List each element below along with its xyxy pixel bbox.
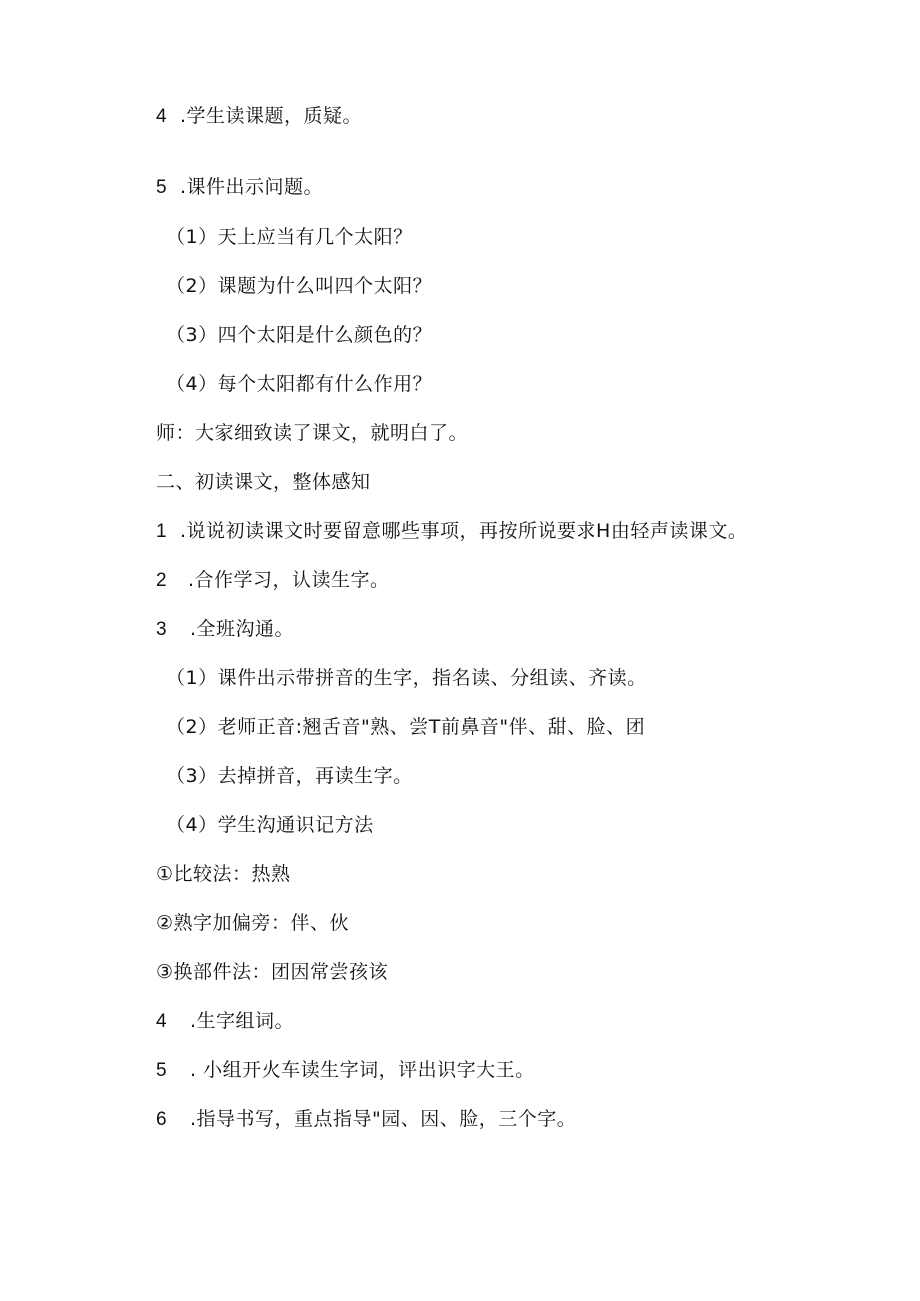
substep-text: （1）课件出示带拼音的生字，指名读、分组读、齐读。 xyxy=(166,667,647,689)
step-text: .指导书写，重点指导"园、因、脸，三个字。 xyxy=(190,1108,577,1130)
substep-3 xyxy=(166,764,413,788)
step-text: .学生读课题，质疑。 xyxy=(180,105,363,127)
question-1 xyxy=(166,225,413,249)
step-number: 3 xyxy=(156,619,168,640)
method-text: ①比较法：热熟 xyxy=(156,863,291,885)
step-2-cooperative-learning xyxy=(156,568,390,593)
step-5-group-reading xyxy=(156,1058,535,1083)
step-number: 5 xyxy=(156,177,168,198)
teacher-remark xyxy=(156,421,468,445)
step-text: .说说初读课文时要留意哪些事项，再按所说要求H由轻声读课文。 xyxy=(180,520,748,542)
step-number: 1 xyxy=(156,521,168,542)
method-add-radical xyxy=(156,911,349,935)
question-text: （3）四个太阳是什么颜色的？ xyxy=(166,324,433,346)
method-text: ②熟字加偏旁：伴、伙 xyxy=(156,912,350,934)
step-3-class-communication xyxy=(156,617,294,642)
question-text: （2）课题为什么叫四个太阳？ xyxy=(166,275,433,297)
step-number: 4 xyxy=(156,1011,168,1032)
step-number: 5 xyxy=(156,1060,168,1081)
step-5-show-questions xyxy=(156,175,323,200)
method-text: ③换部件法：团因常尝孩该 xyxy=(156,961,389,983)
question-2 xyxy=(166,274,432,298)
step-4-read-title xyxy=(156,104,362,129)
substep-4 xyxy=(166,813,374,837)
section-heading xyxy=(156,470,371,494)
step-number: 6 xyxy=(156,1109,168,1130)
step-text: .合作学习，认读生字。 xyxy=(188,569,390,591)
heading-text: 二、初读课文，整体感知 xyxy=(156,471,371,493)
step-text: .全班沟通。 xyxy=(190,618,295,640)
question-3 xyxy=(166,323,432,347)
question-text: （1）天上应当有几个太阳？ xyxy=(166,226,413,248)
substep-1 xyxy=(166,666,647,690)
step-text: .生字组词。 xyxy=(190,1010,295,1032)
step-4-word-building xyxy=(156,1009,294,1034)
question-text: （4）每个太阳都有什么作用？ xyxy=(166,373,433,395)
substep-text: （3）去掉拼音，再读生字。 xyxy=(166,765,413,787)
question-4 xyxy=(166,372,432,396)
step-number: 4 xyxy=(156,106,168,127)
step-text: . 小组开火车读生字词，评出识字大王。 xyxy=(190,1059,535,1081)
step-6-writing-guidance xyxy=(156,1107,576,1132)
step-number: 2 xyxy=(156,570,168,591)
substep-text: （4）学生沟通识记方法 xyxy=(166,814,374,836)
remark-text: 师：大家细致读了课文，就明白了。 xyxy=(156,422,469,444)
substep-text: （2）老师正音:翘舌音"熟、尝T前鼻音"伴、甜、脸、团 xyxy=(166,716,646,738)
substep-2 xyxy=(166,715,645,739)
method-compare xyxy=(156,862,291,886)
step-text: .课件出示问题。 xyxy=(180,176,324,198)
method-swap-component xyxy=(156,960,388,984)
step-1-reading-notes xyxy=(156,519,747,544)
